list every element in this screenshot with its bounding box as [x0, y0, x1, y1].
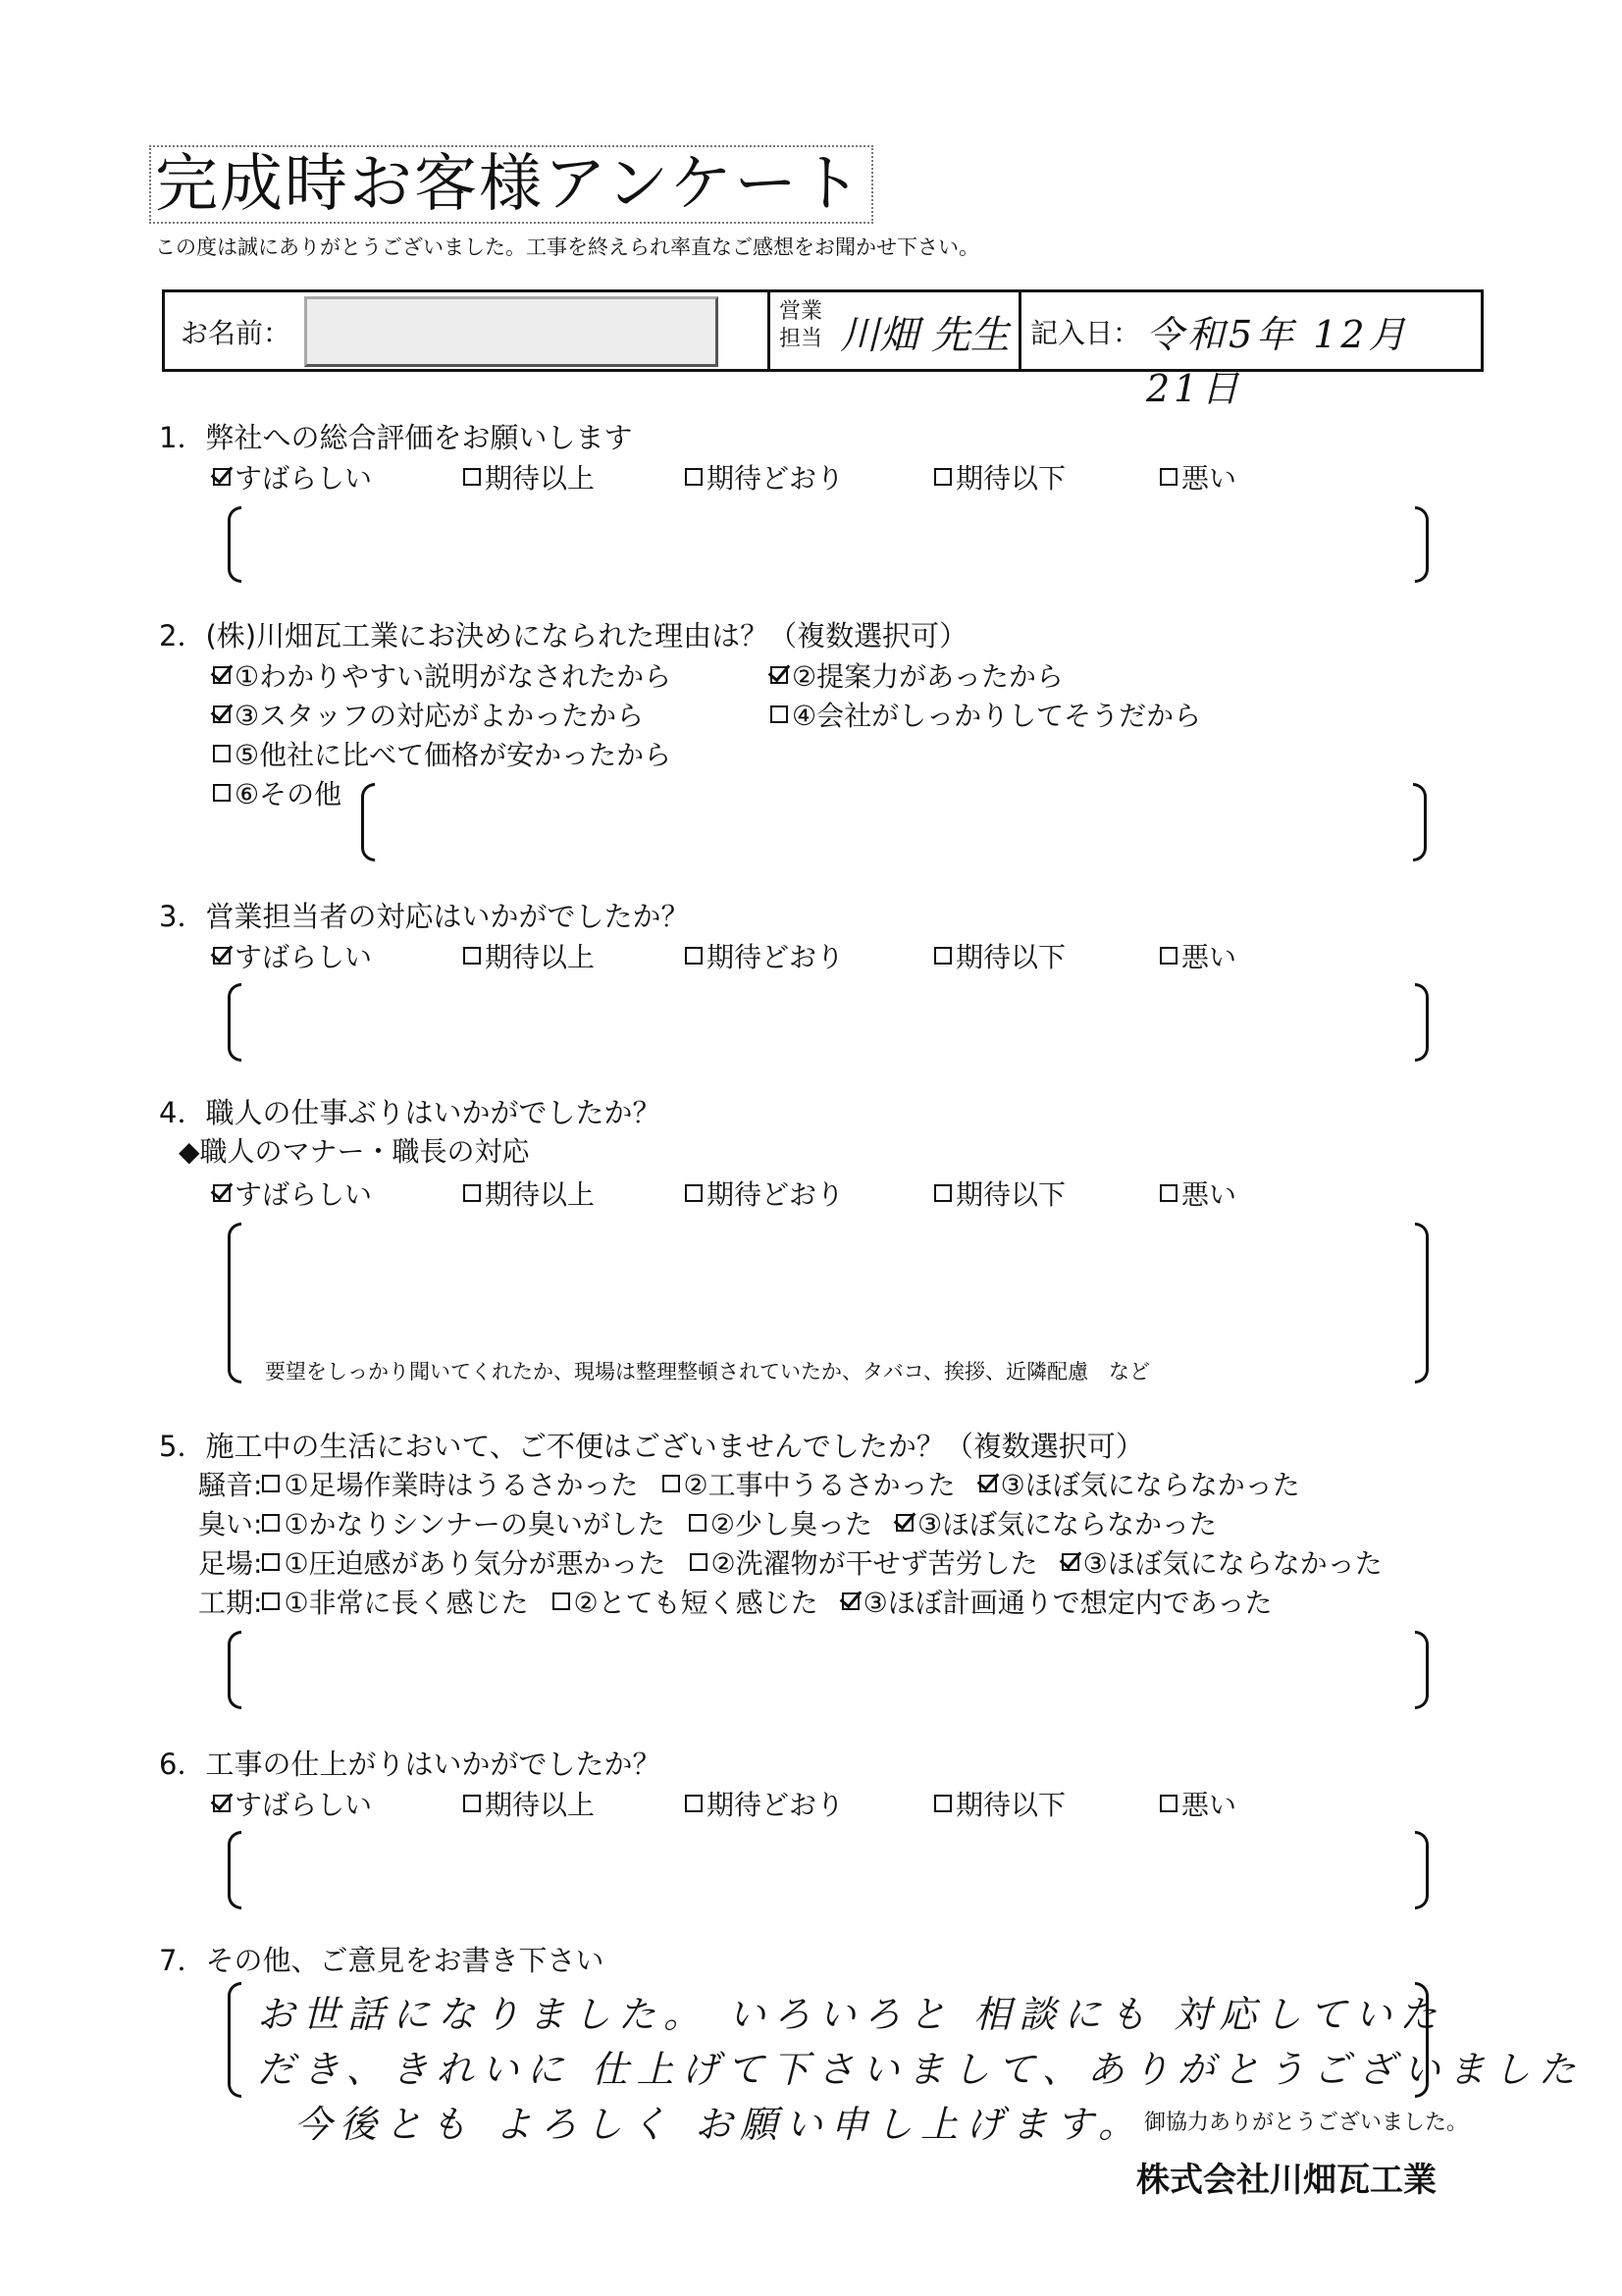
option-label: ①非常に長く感じた	[284, 1587, 529, 1619]
page-title: 完成時お客様アンケート	[149, 145, 873, 224]
option-label: 期待以下	[956, 1789, 1067, 1821]
q4-option-2[interactable]	[685, 1174, 844, 1213]
option-label: ③ほぼ気にならなかった	[1000, 1469, 1300, 1501]
checkbox[interactable]	[213, 1184, 231, 1202]
checkbox[interactable]	[1160, 1184, 1177, 1202]
q7-comment-bracket-left	[228, 1982, 241, 2098]
checkbox[interactable]	[213, 784, 231, 802]
option-label: 悪い	[1181, 462, 1237, 495]
option-label: 期待以上	[485, 1789, 596, 1821]
date-label: 記入日：	[1030, 317, 1141, 349]
checkbox[interactable]	[662, 1475, 680, 1492]
option-label: ③ほぼ計画通りで想定内であった	[863, 1587, 1273, 1619]
checkbox[interactable]	[213, 745, 231, 762]
q1-comment-bracket-right	[1415, 506, 1429, 583]
q3-question: 3．営業担当者の対応はいかがでしたか？	[159, 900, 690, 933]
option-label: ①わかりやすい説明がなされたから	[235, 660, 672, 693]
option-label: ②洗濯物が干せず苦労した	[710, 1547, 1038, 1580]
footer-thanks: 御協力ありがとうございました。	[1144, 2111, 1469, 2135]
q5-question: 5．施工中の生活において、ご不便はございませんでしたか？（複数選択可）	[159, 1430, 1144, 1463]
option-label: 期待以下	[956, 941, 1067, 973]
q3-comment-bracket-left	[228, 983, 241, 1062]
q3-comment-bracket-right	[1415, 983, 1429, 1062]
option-label: 期待以上	[485, 941, 596, 973]
q3-option-2[interactable]	[685, 936, 844, 975]
checkbox[interactable]	[1062, 1553, 1079, 1571]
divider	[1019, 292, 1021, 369]
q7-answer-line-1: お世話になりました。 いろいろと 相談にも 対応していた	[257, 1993, 1445, 2036]
q6-comment-bracket-left	[228, 1831, 241, 1909]
q5-row-smell	[198, 1503, 1217, 1542]
q1-option-1[interactable]	[463, 457, 595, 496]
option-label: ③スタッフの対応がよかったから	[235, 700, 645, 732]
company-name: 株式会社川畑瓦工業	[1136, 2161, 1437, 2200]
q4-option-3[interactable]	[934, 1174, 1066, 1213]
option-label: 悪い	[1181, 941, 1237, 973]
checkbox[interactable]	[842, 1592, 860, 1610]
checkbox[interactable]	[934, 1184, 952, 1202]
q6-comment-bracket-right	[1415, 1831, 1429, 1909]
option-label: すばらしい	[235, 462, 373, 495]
q5-row-noise	[198, 1464, 1300, 1503]
q4-option-4[interactable]	[1160, 1174, 1236, 1213]
q2-other-bracket-right	[1413, 783, 1427, 861]
checkbox[interactable]	[934, 1795, 952, 1812]
option-label: ②とても短く感じた	[573, 1587, 818, 1619]
checkbox[interactable]	[689, 1514, 706, 1532]
q5-row-scaffold	[198, 1542, 1383, 1582]
checkbox[interactable]	[685, 468, 703, 486]
row-label: 騒音:	[198, 1469, 263, 1501]
checkbox[interactable]	[770, 705, 788, 723]
checkbox[interactable]	[1160, 468, 1177, 486]
q4-question: 4．職人の仕事ぶりはいかがでしたか？	[159, 1096, 661, 1129]
q2-option-4[interactable]	[770, 695, 1201, 734]
row-label: 工期:	[198, 1587, 263, 1619]
checkbox[interactable]	[770, 666, 788, 684]
date-value: 令和5年 12月 21日	[1146, 313, 1410, 410]
q6-option-4[interactable]	[1160, 1784, 1236, 1823]
row-label: 臭い:	[198, 1508, 263, 1540]
option-label: ②提案力があったから	[792, 660, 1064, 693]
option-label: すばらしい	[235, 1789, 373, 1821]
checkbox[interactable]	[463, 947, 481, 965]
q5-comment-bracket-left	[228, 1631, 241, 1709]
option-label: 悪い	[1181, 1178, 1237, 1211]
checkbox[interactable]	[262, 1553, 280, 1571]
option-label: ①足場作業時はうるさかった	[284, 1469, 639, 1501]
checkbox[interactable]	[1160, 1795, 1177, 1812]
q6-question: 6．工事の仕上がりはいかがでしたか？	[159, 1748, 661, 1781]
checkbox[interactable]	[1160, 947, 1177, 965]
name-field[interactable]	[304, 296, 718, 367]
page-subtitle: この度は誠にありがとうございました。工事を終えられ率直なご感想をお聞かせ下さい。	[155, 235, 979, 259]
q4-comment-bracket-left	[228, 1223, 241, 1383]
checkbox[interactable]	[690, 1553, 707, 1571]
q1-option-4[interactable]	[1160, 457, 1236, 496]
checkbox[interactable]	[896, 1514, 914, 1532]
q1-option-3[interactable]	[934, 457, 1066, 496]
checkbox[interactable]	[979, 1475, 997, 1492]
q3-option-1[interactable]	[463, 936, 595, 975]
checkbox[interactable]	[552, 1592, 570, 1610]
q3-option-0[interactable]	[213, 936, 372, 975]
q7-answer-line-2: だき、きれいに 仕上げて下さいまして、ありがとうございました	[257, 2048, 1584, 2091]
q2-option-3[interactable]	[213, 695, 644, 734]
option-label: ⑥その他	[235, 778, 342, 810]
option-label: すばらしい	[235, 941, 373, 973]
checkbox[interactable]	[934, 468, 952, 486]
option-label: ③ほぼ気にならなかった	[1082, 1547, 1383, 1580]
q6-option-0[interactable]	[213, 1784, 372, 1823]
row-label: 足場:	[198, 1547, 263, 1580]
q7-answer-line-3: 今後とも よろしく お願い申し上げます。	[294, 2103, 1144, 2146]
option-label: 期待どおり	[706, 1178, 845, 1211]
checkbox[interactable]	[685, 947, 703, 965]
q4-option-1[interactable]	[463, 1174, 595, 1213]
option-label: ②少し臭った	[709, 1508, 872, 1540]
sales-label-1: 営業	[779, 299, 823, 324]
q1-option-0[interactable]	[213, 457, 372, 496]
option-label: ④会社がしっかりしてそうだから	[792, 700, 1202, 732]
checkbox[interactable]	[262, 1514, 280, 1532]
checkbox[interactable]	[213, 1795, 231, 1812]
q5-row-period	[198, 1582, 1272, 1621]
option-label: 期待以上	[485, 1178, 596, 1211]
q2-option-5[interactable]	[213, 734, 671, 773]
divider	[767, 292, 770, 369]
checkbox[interactable]	[463, 1795, 481, 1812]
option-label: ①かなりシンナーの臭いがした	[284, 1508, 665, 1540]
checkbox[interactable]	[934, 947, 952, 965]
option-label: 悪い	[1181, 1789, 1237, 1821]
q6-option-2[interactable]	[685, 1784, 844, 1823]
q1-question: 1．弊社への総合評価をお願いします	[159, 421, 633, 454]
checkbox[interactable]	[463, 468, 481, 486]
q3-option-4[interactable]	[1160, 936, 1236, 975]
q2-option-2[interactable]	[770, 655, 1064, 695]
q7-question: 7．その他、ご意見をお書き下さい	[159, 1944, 604, 1977]
checkbox[interactable]	[213, 666, 231, 684]
q1-option-2[interactable]	[685, 457, 844, 496]
option-label: ②工事中うるさかった	[683, 1469, 956, 1501]
q5-comment-bracket-right	[1415, 1631, 1429, 1709]
sales-label-2: 担当	[779, 327, 823, 351]
checkbox[interactable]	[262, 1475, 280, 1492]
sales-value: 川畑 先生	[840, 313, 1010, 358]
checkbox[interactable]	[262, 1592, 280, 1610]
option-label: ①圧迫感があり気分が悪かった	[284, 1547, 666, 1580]
q2-option-6[interactable]	[213, 773, 341, 812]
q4-comment-bracket-right	[1415, 1223, 1429, 1383]
q2-other-bracket-left	[361, 783, 375, 861]
option-label: 期待どおり	[706, 462, 845, 495]
checkbox[interactable]	[685, 1184, 703, 1202]
q1-comment-bracket-left	[228, 506, 241, 583]
q3-option-3[interactable]	[934, 936, 1066, 975]
q2-question: 2．(株)川畑瓦工業にお決めになられた理由は？（複数選択可）	[159, 619, 968, 652]
checkbox[interactable]	[213, 947, 231, 965]
q4-hint: 要望をしっかり聞いてくれたか、現場は整理整頓されていたか、タバコ、挨拶、近隣配慮 など	[265, 1360, 1150, 1383]
option-label: ③ほぼ気にならなかった	[916, 1508, 1218, 1540]
checkbox[interactable]	[463, 1184, 481, 1202]
checkbox[interactable]	[685, 1795, 703, 1812]
checkbox[interactable]	[213, 705, 231, 723]
option-label: ⑤他社に比べて価格が安かったから	[235, 739, 672, 771]
q4-option-0[interactable]	[213, 1174, 372, 1213]
q2-option-1[interactable]	[213, 655, 671, 695]
q6-option-3[interactable]	[934, 1784, 1066, 1823]
checkbox[interactable]	[213, 468, 231, 486]
option-label: 期待どおり	[706, 941, 845, 973]
q4-sub-heading: ◆職人のマナー・職長の対応	[179, 1135, 530, 1168]
header-box	[162, 289, 1484, 410]
option-label: 期待以下	[956, 1178, 1067, 1211]
q6-option-1[interactable]	[463, 1784, 595, 1823]
name-label: お名前：	[181, 317, 291, 349]
option-label: 期待以下	[956, 462, 1067, 495]
sales-label	[779, 298, 822, 353]
option-label: 期待以上	[485, 462, 596, 495]
option-label: すばらしい	[235, 1178, 373, 1211]
option-label: 期待どおり	[706, 1789, 845, 1821]
